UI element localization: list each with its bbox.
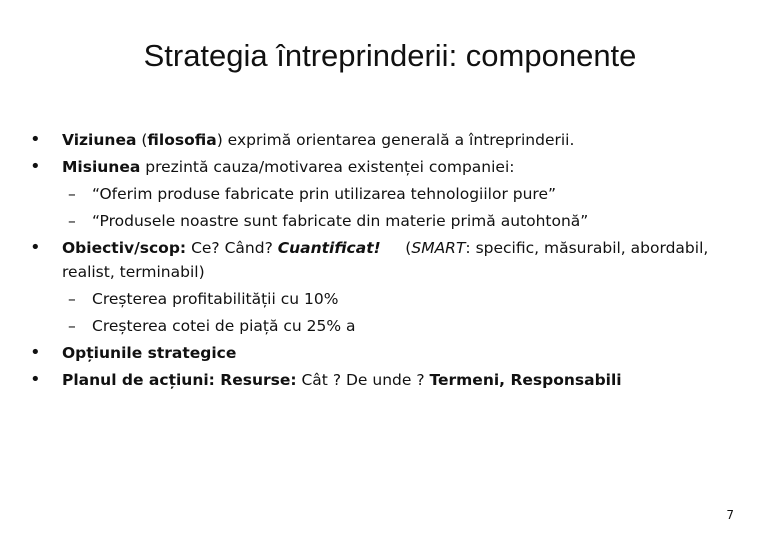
dash-marker: – [68, 185, 76, 203]
resurse-label: Resurse: [214, 371, 297, 389]
planul-label: Planul de acțiuni: [62, 371, 215, 389]
bullet-planul [30, 368, 750, 392]
planul-text: Cât ? De unde ? [296, 371, 430, 389]
slide-title: Strategia întreprinderii: componente [143, 38, 637, 73]
viziunea-paren-close: ) [216, 131, 223, 149]
viziunea-text: exprimă orientarea generală a întreprinderii. [222, 131, 575, 149]
obiectiv-label: Obiectiv/scop: [62, 239, 187, 257]
misiunea-text: prezintă cauza/motivarea existenței companiei: [140, 158, 515, 176]
filosofia-label: filosofia [147, 131, 217, 149]
sub-bullet-obiectiv-1 [30, 287, 750, 311]
sub-bullet-text: Creșterea cotei de piață cu 25% a [92, 317, 356, 335]
viziunea-label: Viziunea [62, 131, 137, 149]
sub-bullet-obiectiv-2 [30, 314, 750, 338]
sub-bullet-misiunea-2 [30, 209, 750, 233]
cuantificat-label: Cuantificat! [277, 239, 381, 257]
bullet-viziunea [30, 128, 750, 152]
sub-bullet-text: “Oferim produse fabricate prin utilizarea tehnologiilor pure” [92, 185, 557, 203]
bullet-marker: • [30, 237, 41, 258]
bullet-obiectiv [30, 236, 750, 284]
page-number: 7 [726, 508, 734, 522]
dash-marker: – [68, 212, 76, 230]
bullet-optiunile [30, 341, 750, 365]
bullet-misiunea [30, 155, 750, 179]
bullet-marker: • [30, 369, 41, 390]
dash-marker: – [68, 317, 76, 335]
misiunea-label: Misiunea [62, 158, 141, 176]
obiectiv-text-3: : specific, măsurabil, abordabil, realist, terminabil) [62, 239, 709, 281]
dash-marker: – [68, 290, 76, 308]
obiectiv-text-2: ( [380, 239, 412, 257]
optiunile-label: Opțiunile strategice [62, 344, 237, 362]
termeni-label: Termeni, Responsabili [429, 371, 622, 389]
bullet-list [30, 128, 750, 392]
bullet-marker: • [30, 156, 41, 177]
sub-bullet-misiunea-1 [30, 182, 750, 206]
sub-bullet-text: Creșterea profitabilității cu 10% [92, 290, 339, 308]
viziunea-paren-open: ( [136, 131, 148, 149]
obiectiv-text-1: Ce? Când? [186, 239, 278, 257]
bullet-marker: • [30, 129, 41, 150]
smart-label: SMART [411, 239, 466, 257]
sub-bullet-text: “Produsele noastre sunt fabricate din materie primă autohtonă” [92, 212, 589, 230]
bullet-marker: • [30, 342, 41, 363]
